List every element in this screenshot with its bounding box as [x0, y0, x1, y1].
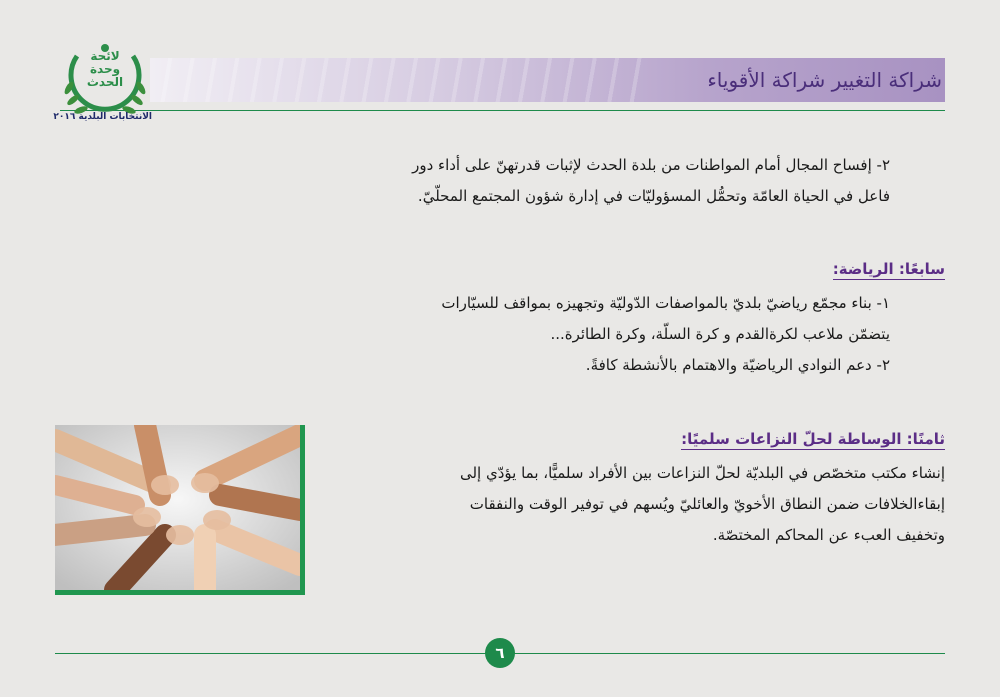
page-title: شراكة التغيير شراكة الأقوياء [707, 68, 942, 92]
section-6-paragraph [250, 150, 890, 212]
logo-line-2: وحدة [89, 62, 121, 76]
logo-line-1: لائحة [90, 49, 120, 63]
joined-hands-photo [55, 425, 305, 595]
page-number-badge: ٦ [485, 638, 515, 668]
section-7-heading: سابعًا: الرياضة: [832, 260, 945, 278]
section-6-line-1: ٢- إفساح المجال أمام المواطنات من بلدة الحدث لإثبات قدرتهنّ على أداء دور [412, 156, 890, 174]
section-8-paragraph [325, 458, 945, 551]
section-8-heading: ثامنًا: الوساطة لحلّ النزاعات سلميًا: [681, 430, 945, 448]
header-decoration [150, 58, 650, 102]
section-8-line-2: إبقاءالخلافات ضمن النطاق الأخويّ والعائليّ ويُسهم في توفير الوقت والنفقات [469, 495, 945, 513]
logo-line-3: الحدث [86, 75, 124, 89]
section-6-line-2: فاعل في الحياة العامّة وتحمُّل المسؤوليّات في إدارة شؤون المجتمع المحلّيّ. [417, 187, 890, 205]
section-7-paragraph [250, 288, 890, 381]
section-7-line-3: ٢- دعم النوادي الرياضيّة والاهتمام بالأنشطة كافةً. [585, 356, 890, 374]
section-7-line-1: ١- بناء مجمّع رياضيّ بلديّ بالمواصفات الدّوليّة وتجهيزه بمواقف للسيّارات [441, 294, 890, 312]
logo-text [76, 50, 134, 89]
section-8-line-3: وتخفيف العبء عن المحاكم المختصّة. [712, 526, 945, 544]
header-divider [60, 110, 945, 111]
section-7-line-2: يتضمّن ملاعب لكرةالقدم و كرة السلّة، وكرة الطائرة... [550, 325, 890, 343]
joined-hands-illustration-icon [55, 425, 300, 590]
section-8-line-1: إنشاء مكتب متخصّص في البلديّة لحلّ النزاعات بين الأفراد سلميًّا، بما يؤدّي إلى [459, 464, 945, 482]
logo-caption: الانتخابات البلدية ٢٠١٦ [53, 112, 152, 122]
